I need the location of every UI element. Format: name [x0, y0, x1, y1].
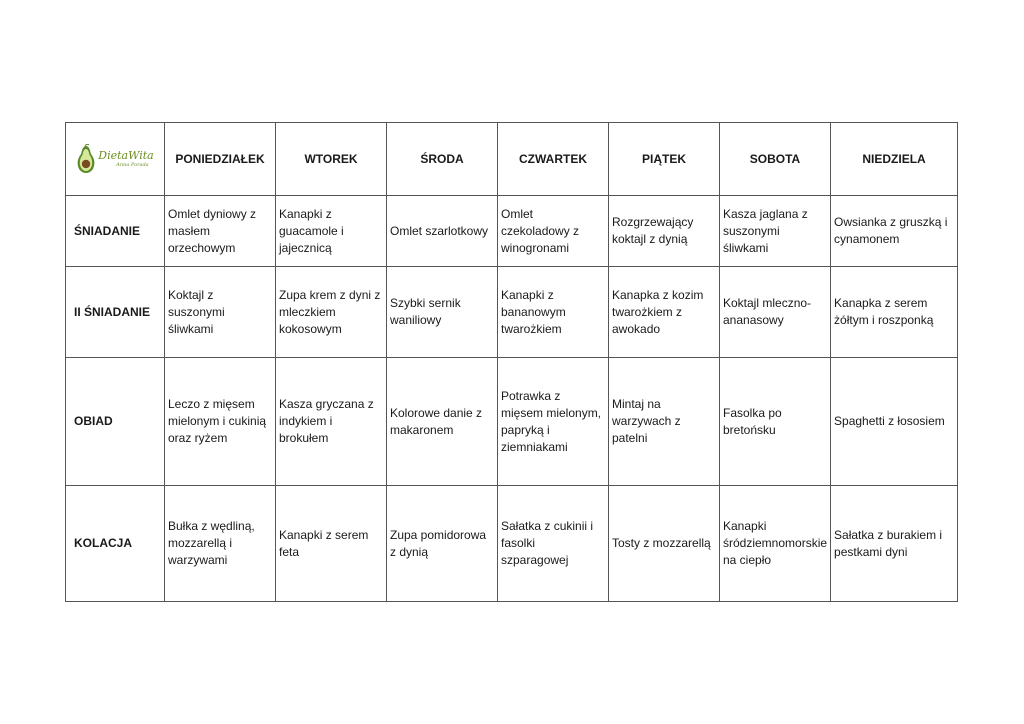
meal-cell: Leczo z mięsem mielonym i cukinią oraz ryżem [165, 358, 276, 486]
day-header: CZWARTEK [498, 123, 609, 196]
meal-label: OBIAD [66, 358, 165, 486]
meal-cell: Koktajl z suszonymi śliwkami [165, 267, 276, 358]
meal-cell: Kanapki z bananowym twarożkiem [498, 267, 609, 358]
meal-row [66, 486, 958, 602]
logo-brand: DietaWita [98, 149, 154, 162]
meal-label: KOLACJA [66, 486, 165, 602]
meal-cell: Potrawka z mięsem mielonym, papryką i ziemniakami [498, 358, 609, 486]
meal-cell: Kolorowe danie z makaronem [387, 358, 498, 486]
meal-cell: Kanapki z guacamole i jajecznicą [276, 196, 387, 267]
meal-cell: Fasolka po bretońsku [720, 358, 831, 486]
meal-cell: Zupa pomidorowa z dynią [387, 486, 498, 602]
meal-label: ŚNIADANIE [66, 196, 165, 267]
meal-cell: Koktajl mleczno-ananasowy [720, 267, 831, 358]
meal-cell: Spaghetti z łososiem [831, 358, 958, 486]
meal-row [66, 196, 958, 267]
meal-cell: Kasza gryczana z indykiem i brokułem [276, 358, 387, 486]
meal-plan-table [65, 122, 958, 602]
logo-subtitle: Anna Porada [116, 162, 149, 168]
meal-cell: Kasza jaglana z suszonymi śliwkami [720, 196, 831, 267]
logo [66, 123, 164, 195]
day-header: PONIEDZIAŁEK [165, 123, 276, 196]
meal-cell: Szybki sernik waniliowy [387, 267, 498, 358]
day-header: ŚRODA [387, 123, 498, 196]
meal-cell: Rozgrzewający koktajl z dynią [609, 196, 720, 267]
meal-cell: Omlet szarlotkowy [387, 196, 498, 267]
meal-cell: Kanapka z serem żółtym i roszponką [831, 267, 958, 358]
meal-row [66, 267, 958, 358]
meal-cell: Mintaj na warzywach z patelni [609, 358, 720, 486]
meal-cell: Bułka z wędliną, mozzarellą i warzywami [165, 486, 276, 602]
meal-cell: Tosty z mozzarellą [609, 486, 720, 602]
day-header: SOBOTA [720, 123, 831, 196]
day-header: PIĄTEK [609, 123, 720, 196]
meal-cell: Omlet czekoladowy z winogronami [498, 196, 609, 267]
day-header: WTOREK [276, 123, 387, 196]
meal-cell: Kanapka z kozim twarożkiem z awokado [609, 267, 720, 358]
meal-cell: Kanapki śródziemnomorskie na ciepło [720, 486, 831, 602]
day-header: NIEDZIELA [831, 123, 958, 196]
meal-label: II ŚNIADANIE [66, 267, 165, 358]
avocado-icon [76, 144, 96, 174]
meal-cell: Owsianka z gruszką i cynamonem [831, 196, 958, 267]
meal-cell: Sałatka z cukinii i fasolki szparagowej [498, 486, 609, 602]
logo-cell [66, 123, 165, 196]
meal-cell: Kanapki z serem feta [276, 486, 387, 602]
header-row [66, 123, 958, 196]
meal-cell: Omlet dyniowy z masłem orzechowym [165, 196, 276, 267]
meal-cell: Zupa krem z dyni z mleczkiem kokosowym [276, 267, 387, 358]
meal-row [66, 358, 958, 486]
meal-cell: Sałatka z burakiem i pestkami dyni [831, 486, 958, 602]
